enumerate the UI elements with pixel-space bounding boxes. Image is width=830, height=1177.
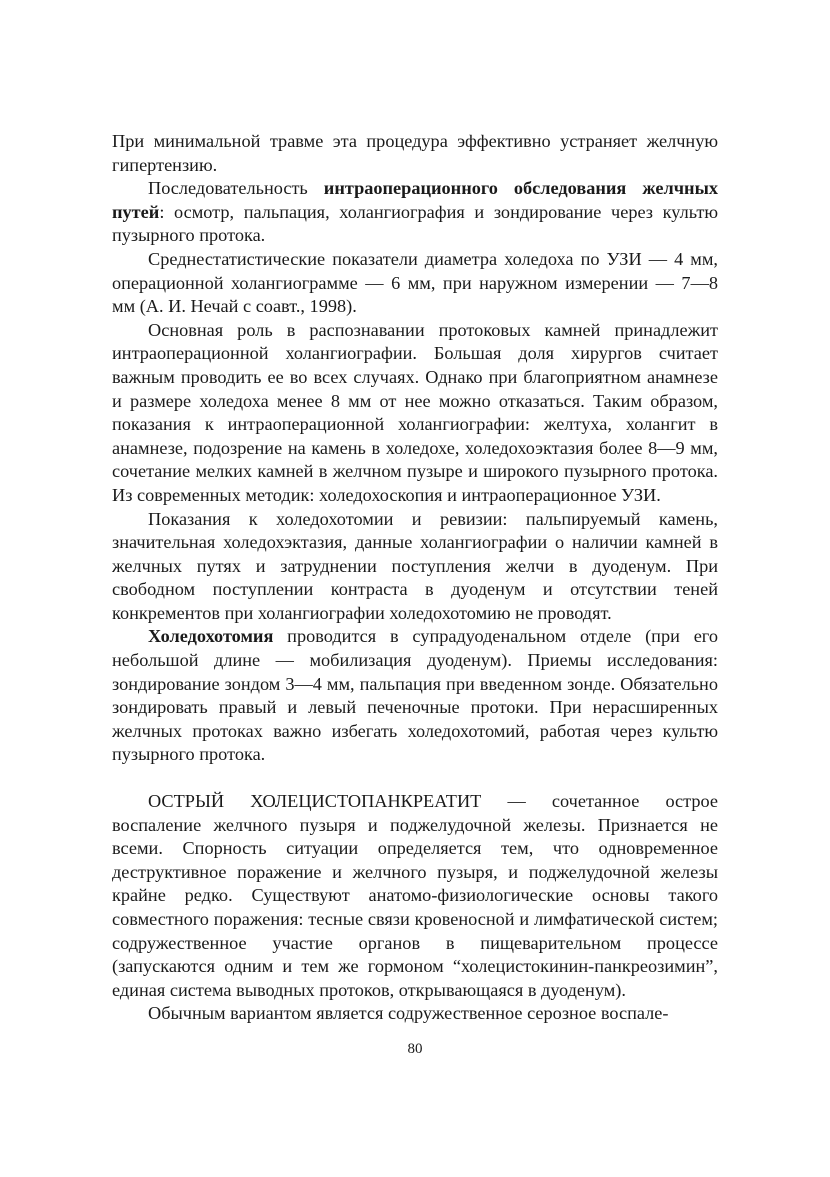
paragraph-text: Обычным вариантом является содружественное серозное воспале- [148,1003,669,1024]
page-number: 80 [407,1041,423,1057]
paragraph-8 [112,1002,718,1026]
paragraph-4 [112,319,718,508]
paragraph-6 [112,625,718,767]
paragraph-text: Основная роль в распознавании протоковых камней принадлежит интраоперационной холангиографии. Большая доля хирургов считает важным проводить ее во всех случаях. Однако при благоприятном анамнезе и размере холедоха менее 8 мм от нее можно отказаться. Таким образом, показания к интраоперационной холангиографии: желтуха, холангит в анамнезе, подозрение на камень в холедохе, холедохоэктазия более 8—9 мм, сочетание мелких камней в желчном пузыре и широкого пузырного протока. Из современных методик: холедохоскопия и интраоперационное УЗИ. [112,319,718,505]
paragraph-text: : осмотр, пальпация, холангиография и зондирование через культю пузырного протока. [112,201,718,246]
paragraph-3 [112,248,718,319]
paragraph-text: ОСТРЫЙ ХОЛЕЦИСТОПАНКРЕАТИТ — сочетанное острое воспаление желчного пузыря и поджелудочной железы. Признается не всеми. Спорность ситуации определяется тем, что одновременное деструктивное поражение и желчного пузыря, и поджелудочной железы крайне редко. Существуют анатомо-физиологические основы такого совместного поражения: тесные связи кровеносной и лимфатической систем; содружественное участие органов в пищеварительном процессе (запускаются одним и тем же гормоном “холецистокинин-панкреозимин”, единая система выводных протоков, открывающаяся в дуоденум). [112,791,718,1000]
paragraph-text: Среднестатистические показатели диаметра холедоха по УЗИ — 4 мм, операционной холангиограмме — 6 мм, при наружном измерении — 7—8 мм (А. И. Нечай с соавт., 1998). [112,248,718,317]
paragraph-text: Последовательность [148,178,324,199]
bold-term: интраоперационного обследования желчных путей [112,178,718,222]
paragraph-7 [112,790,718,1002]
paragraph-text: При минимальной травме эта процедура эффективно устраняет желчную гипертензию. [112,131,718,175]
paragraph-1 [112,130,718,177]
page-body [112,130,718,1026]
paragraph-2 [112,177,718,248]
bold-term: Холедохотомия [148,626,274,647]
paragraph-text: Показания к холедохотомии и ревизии: пальпируемый камень, значительная холедохэктазия, данные холангиографии о наличии камней в желчных путях и затруднении поступления желчи в дуоденум. При свободном поступлении контраста в дуоденум и отсутствии теней конкрементов при холангиографии холедохотомию не проводят. [112,508,718,623]
paragraph-5 [112,508,718,626]
paragraph-text: проводится в супрадуоденальном отделе (при его небольшой длине — мобилизация дуоденум). Приемы исследования: зондирование зондом 3—4 мм, пальпация при введенном зонде. Обязательно зондировать правый и левый печеночные протоки. При нерасширенных желчных протоках важно избегать холедохотомий, работая через культю пузырного протока. [112,626,718,765]
